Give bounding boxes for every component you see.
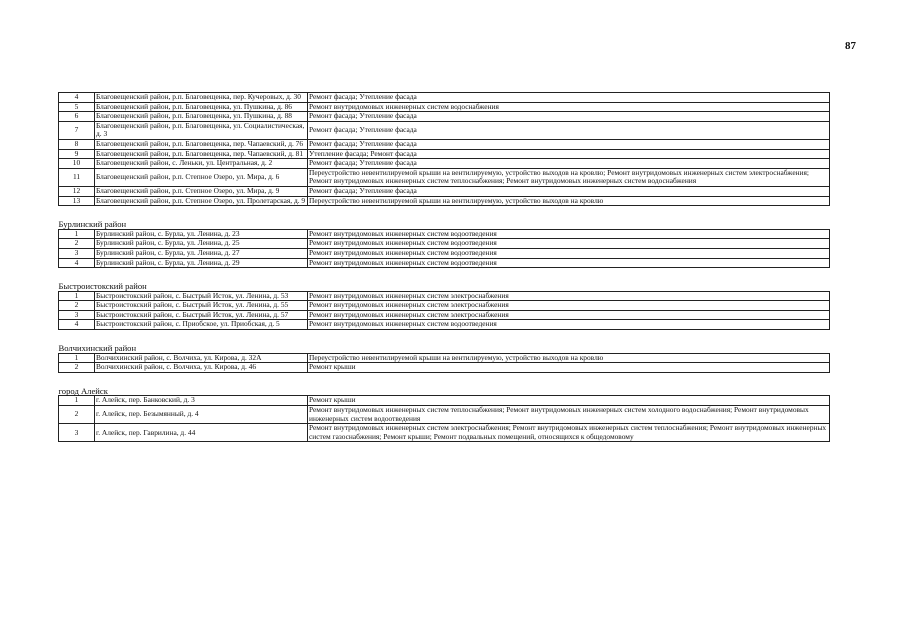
work-type-cell: Ремонт внутридомовых инженерных систем электроснабжения <box>308 291 830 301</box>
row-number: 1 <box>59 291 95 301</box>
address-cell: г. Алейск, пер. Банковский, д. 3 <box>95 396 308 406</box>
district-section-header <box>59 268 830 292</box>
work-type-cell: Ремонт фасада; Утепление фасада <box>308 121 830 139</box>
row-number: 2 <box>59 301 95 311</box>
work-type-cell: Ремонт внутридомовых инженерных систем электроснабжения; Ремонт внутридомовых инженерных систем теплоснабжения; Ремонт внутридомовых инженерных систем газоснабжения; Ремонт крыши; Ремонт подвальных помещений, относящихся к общедомовому <box>308 424 830 442</box>
address-cell: Быстроистокский район, с. Приобское, ул. Приобская, д. 5 <box>95 320 308 330</box>
address-cell: Благовещенский район, р.п. Благовещенка, пер. Чапаевский, д. 76 <box>95 139 308 149</box>
table-row <box>59 186 830 196</box>
row-number: 1 <box>59 229 95 239</box>
table-row <box>59 258 830 268</box>
row-number: 10 <box>59 159 95 169</box>
row-number: 7 <box>59 121 95 139</box>
address-cell: Волчихинский район, с. Волчиха, ул. Кирова, д. 32А <box>95 353 308 363</box>
address-cell: Быстроистокский район, с. Быстрый Исток, ул. Ленина, д. 55 <box>95 301 308 311</box>
row-number: 8 <box>59 139 95 149</box>
row-number: 4 <box>59 320 95 330</box>
address-cell: Бурлинский район, с. Бурла, ул. Ленина, д. 23 <box>95 229 308 239</box>
district-title: город Алейск <box>58 385 108 396</box>
address-cell: Благовещенский район, р.п. Благовещенка, пер. Чапаевский, д. 81 <box>95 149 308 159</box>
address-cell: Бурлинский район, с. Бурла, ул. Ленина, д. 29 <box>95 258 308 268</box>
row-number: 11 <box>59 168 95 186</box>
address-cell: г. Алейск, пер. Гаврилина, д. 44 <box>95 424 308 442</box>
district-section-header <box>59 330 830 354</box>
row-number: 3 <box>59 248 95 258</box>
address-cell: Благовещенский район, р.п. Степное Озеро, ул. Мира, д. 9 <box>95 186 308 196</box>
table-row <box>59 424 830 442</box>
row-number: 3 <box>59 424 95 442</box>
table-row <box>59 239 830 249</box>
address-cell: Волчихинский район, с. Волчиха, ул. Кирова, д. 46 <box>95 363 308 373</box>
work-type-cell: Ремонт крыши <box>308 363 830 373</box>
district-section-header <box>59 206 830 230</box>
table-row <box>59 139 830 149</box>
work-type-cell: Ремонт внутридомовых инженерных систем водоснабжения <box>308 102 830 112</box>
table-row <box>59 159 830 169</box>
table-row <box>59 196 830 206</box>
repair-schedule-document <box>58 92 830 442</box>
row-number: 2 <box>59 363 95 373</box>
row-number: 1 <box>59 396 95 406</box>
address-cell: Быстроистокский район, с. Быстрый Исток, ул. Ленина, д. 53 <box>95 291 308 301</box>
table-row <box>59 320 830 330</box>
repair-schedule-table <box>58 92 830 442</box>
table-row <box>59 121 830 139</box>
work-type-cell: Переустройство невентилируемой крыши на вентилируемую, устройство выходов на кровлю <box>308 196 830 206</box>
work-type-cell: Ремонт внутридомовых инженерных систем водоотведения <box>308 320 830 330</box>
page-number: 87 <box>845 40 856 52</box>
work-type-cell: Ремонт внутридомовых инженерных систем водоотведения <box>308 239 830 249</box>
work-type-cell: Ремонт фасада; Утепление фасада <box>308 112 830 122</box>
row-number: 1 <box>59 353 95 363</box>
address-cell: Благовещенский район, р.п. Благовещенка, ул. Социалистическая, д. 3 <box>95 121 308 139</box>
work-type-cell: Ремонт внутридомовых инженерных систем электроснабжения <box>308 310 830 320</box>
work-type-cell: Утепление фасада; Ремонт фасада <box>308 149 830 159</box>
row-number: 5 <box>59 102 95 112</box>
row-number: 13 <box>59 196 95 206</box>
work-type-cell: Ремонт фасада; Утепление фасада <box>308 93 830 103</box>
row-number: 4 <box>59 93 95 103</box>
work-type-cell: Ремонт крыши <box>308 396 830 406</box>
work-type-cell: Ремонт внутридомовых инженерных систем водоотведения <box>308 229 830 239</box>
table-row <box>59 112 830 122</box>
work-type-cell: Ремонт внутридомовых инженерных систем водоотведения <box>308 258 830 268</box>
address-cell: Благовещенский район, р.п. Благовещенка, ул. Пушкина, д. 88 <box>95 112 308 122</box>
district-title: Быстроистокский район <box>58 281 147 292</box>
table-row <box>59 301 830 311</box>
work-type-cell: Ремонт внутридомовых инженерных систем электроснабжения <box>308 301 830 311</box>
work-type-cell: Переустройство невентилируемой крыши на вентилируемую, устройство выходов на кровлю <box>308 353 830 363</box>
work-type-cell: Ремонт фасада; Утепление фасада <box>308 139 830 149</box>
district-title: Бурлинский район <box>58 219 127 230</box>
address-cell: Бурлинский район, с. Бурла, ул. Ленина, д. 25 <box>95 239 308 249</box>
table-row <box>59 168 830 186</box>
table-row <box>59 406 830 424</box>
address-cell: Благовещенский район, р.п. Благовещенка, пер. Кучеровых, д. 30 <box>95 93 308 103</box>
row-number: 4 <box>59 258 95 268</box>
work-type-cell: Ремонт внутридомовых инженерных систем водоотведения <box>308 248 830 258</box>
district-section-header <box>59 372 830 396</box>
row-number: 12 <box>59 186 95 196</box>
work-type-cell: Ремонт фасада; Утепление фасада <box>308 186 830 196</box>
table-row <box>59 248 830 258</box>
address-cell: Быстроистокский район, с. Быстрый Исток, ул. Ленина, д. 57 <box>95 310 308 320</box>
table-row <box>59 363 830 373</box>
row-number: 9 <box>59 149 95 159</box>
address-cell: Благовещенский район, с. Леньки, ул. Центральная, д. 2 <box>95 159 308 169</box>
address-cell: Бурлинский район, с. Бурла, ул. Ленина, д. 27 <box>95 248 308 258</box>
address-cell: Благовещенский район, р.п. Степное Озеро, ул. Пролетарская, д. 9 <box>95 196 308 206</box>
row-number: 2 <box>59 239 95 249</box>
table-body <box>59 93 830 442</box>
work-type-cell: Ремонт внутридомовых инженерных систем теплоснабжения; Ремонт внутридомовых инженерных систем холодного водоснабжения; Ремонт внутридомовых инженерных систем водоотведения <box>308 406 830 424</box>
district-title: Волчихинский район <box>58 343 137 354</box>
address-cell: Благовещенский район, р.п. Благовещенка, ул. Пушкина, д. 86 <box>95 102 308 112</box>
row-number: 2 <box>59 406 95 424</box>
row-number: 3 <box>59 310 95 320</box>
work-type-cell: Ремонт фасада; Утепление фасада <box>308 159 830 169</box>
address-cell: г. Алейск, пер. Безымянный, д. 4 <box>95 406 308 424</box>
row-number: 6 <box>59 112 95 122</box>
work-type-cell: Переустройство невентилируемой крыши на вентилируемую, устройство выходов на кровлю; Ремонт внутридомовых инженерных систем электроснабжения; Ремонт внутридомовых инженерных систем теплоснабжения; Ремонт внутридомовых инженерных систем водоснабжения <box>308 168 830 186</box>
table-row <box>59 93 830 103</box>
address-cell: Благовещенский район, р.п. Степное Озеро, ул. Мира, д. 6 <box>95 168 308 186</box>
